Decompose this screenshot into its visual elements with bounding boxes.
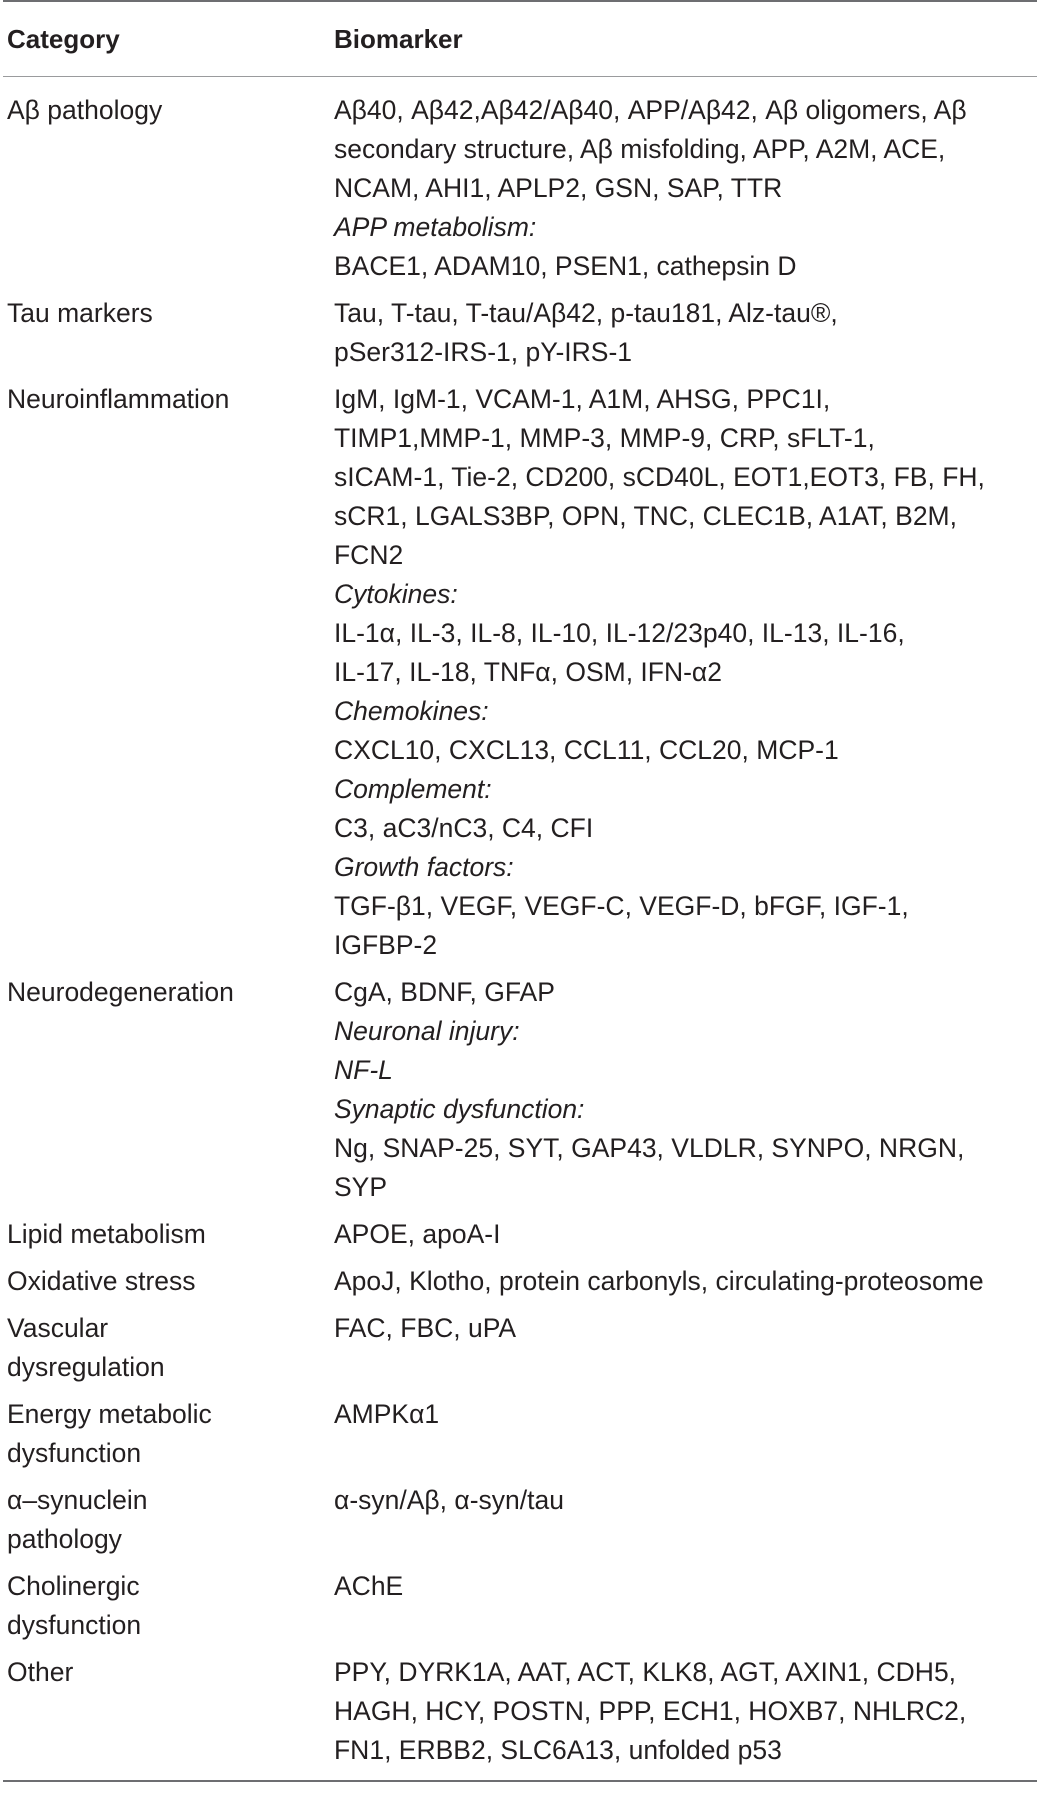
biomarker-cell [334,1567,1037,1606]
table-bottom-rule [3,1780,1037,1782]
subcategory-label: Complement: [334,774,492,804]
biomarker-line: HAGH, HCY, POSTN, PPP, ECH1, HOXB7, NHLRC2, [334,1696,967,1726]
table-header-row [3,2,1037,76]
biomarker-line: Tau, T-tau, T-tau/Aβ42, p-tau181, Alz-tau®, [334,298,838,328]
biomarker-cell [334,1262,1037,1301]
biomarker-line: ApoJ, Klotho, protein carbonyls, circulating-proteosome [334,1266,984,1296]
table-row [3,1215,1037,1254]
biomarker-line: sCR1, LGALS3BP, OPN, TNC, CLEC1B, A1AT, B2M, [334,501,957,531]
subcategory-label: Growth factors: [334,852,514,882]
biomarker-line: IL-17, IL-18, TNFα, OSM, IFN-α2 [334,657,722,687]
biomarker-table [3,0,1037,1782]
table-row [3,1481,1037,1559]
biomarker-cell [334,1481,1037,1520]
biomarker-line: FCN2 [334,540,404,570]
biomarker-cell [334,294,1037,372]
biomarker-line: Aβ40, Aβ42,Aβ42/Aβ40, APP/Aβ42, Aβ oligomers, Aβ [334,95,967,125]
biomarker-line: CgA, BDNF, GFAP [334,977,555,1007]
biomarker-line: NCAM, AHI1, APLP2, GSN, SAP, TTR [334,173,783,203]
category-cell: Vascular dysregulation [7,1313,165,1382]
biomarker-cell [334,1395,1037,1434]
biomarker-line: pSer312-IRS-1, pY-IRS-1 [334,337,633,367]
category-cell: Oxidative stress [7,1266,196,1296]
biomarker-line: C3, aC3/nC3, C4, CFI [334,813,594,843]
biomarker-cell [334,973,1037,1207]
category-cell: Lipid metabolism [7,1219,206,1249]
biomarker-cell [334,1309,1037,1348]
table-row [3,380,1037,965]
category-cell: Other [7,1657,74,1687]
subcategory-label: NF-L [334,1055,393,1085]
subcategory-label: Cytokines: [334,579,458,609]
table-body [3,77,1037,1770]
biomarker-line: α-syn/Aβ, α-syn/tau [334,1485,564,1515]
biomarker-line: IL-1α, IL-3, IL-8, IL-10, IL-12/23p40, IL-13, IL-16, [334,618,905,648]
table-row [3,1653,1037,1770]
biomarker-line: sICAM-1, Tie-2, CD200, sCD40L, EOT1,EOT3, FB, FH, [334,462,985,492]
biomarker-line: FN1, ERBB2, SLC6A13, unfolded p53 [334,1735,782,1765]
category-cell: α–synuclein pathology [7,1485,148,1554]
category-cell: Neuroinflammation [7,384,230,414]
category-cell: Aβ pathology [7,95,163,125]
biomarker-cell [334,1215,1037,1254]
biomarker-line: TGF-β1, VEGF, VEGF-C, VEGF-D, bFGF, IGF-1, [334,891,909,921]
subcategory-label: Synaptic dysfunction: [334,1094,585,1124]
biomarker-line: APOE, apoA-I [334,1219,501,1249]
table-row [3,91,1037,286]
subcategory-label: Neuronal injury: [334,1016,520,1046]
table-row [3,1309,1037,1387]
biomarker-line: BACE1, ADAM10, PSEN1, cathepsin D [334,251,797,281]
biomarker-cell [334,1653,1037,1770]
biomarker-line: CXCL10, CXCL13, CCL11, CCL20, MCP-1 [334,735,839,765]
biomarker-line: Ng, SNAP-25, SYT, GAP43, VLDLR, SYNPO, NRGN, [334,1133,965,1163]
subcategory-label: Chemokines: [334,696,489,726]
biomarker-line: AMPKα1 [334,1399,440,1429]
biomarker-line: secondary structure, Aβ misfolding, APP, A2M, ACE, [334,134,946,164]
category-cell: Tau markers [7,298,153,328]
table-row [3,1262,1037,1301]
table-row [3,1395,1037,1473]
header-biomarker: Biomarker [334,24,463,54]
table-row [3,294,1037,372]
biomarker-cell [334,91,1037,286]
subcategory-label: APP metabolism: [334,212,537,242]
biomarker-line: AChE [334,1571,404,1601]
biomarker-cell [334,380,1037,965]
biomarker-line: IGFBP-2 [334,930,438,960]
biomarker-line: FAC, FBC, uPA [334,1313,517,1343]
table-row [3,1567,1037,1645]
header-category: Category [7,24,120,54]
biomarker-line: TIMP1,MMP-1, MMP-3, MMP-9, CRP, sFLT-1, [334,423,875,453]
biomarker-line: SYP [334,1172,388,1202]
category-cell: Cholinergic dysfunction [7,1571,142,1640]
category-cell: Neurodegeneration [7,977,234,1007]
biomarker-line: IgM, IgM-1, VCAM-1, A1M, AHSG, PPC1I, [334,384,831,414]
table-row [3,973,1037,1207]
biomarker-line: PPY, DYRK1A, AAT, ACT, KLK8, AGT, AXIN1, CDH5, [334,1657,957,1687]
category-cell: Energy metabolic dysfunction [7,1399,212,1468]
